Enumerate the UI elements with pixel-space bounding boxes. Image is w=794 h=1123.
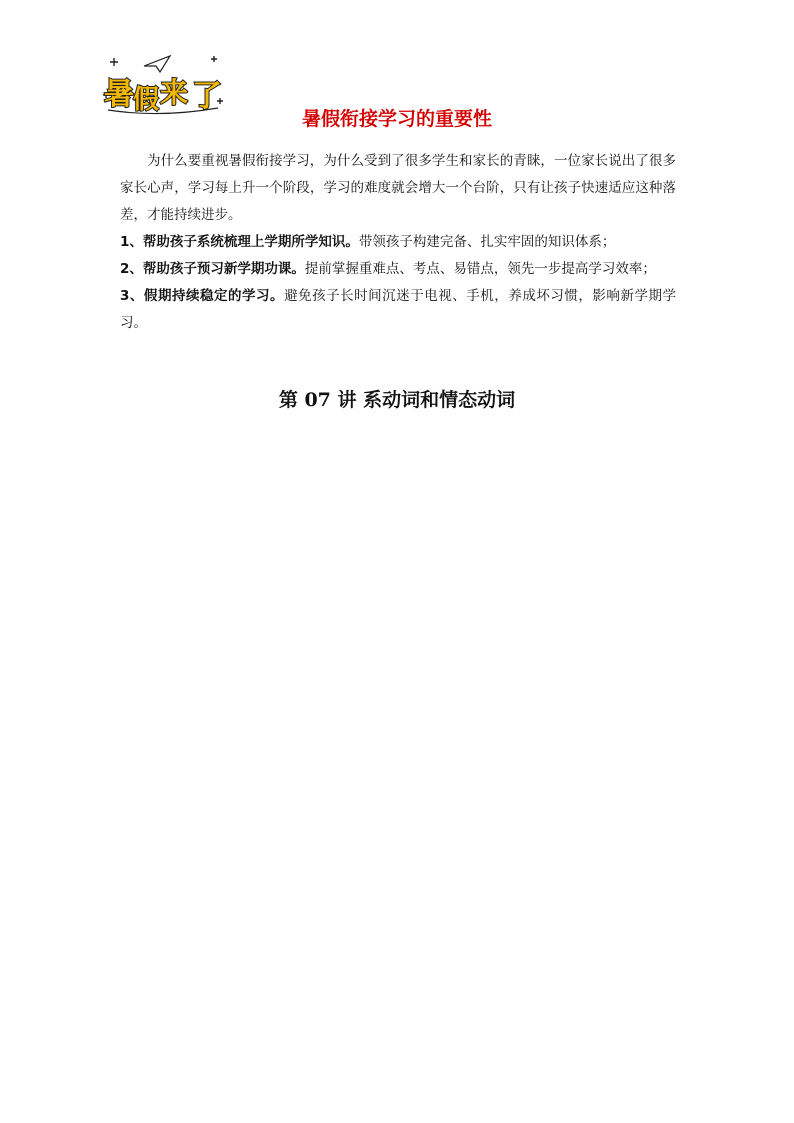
- list-item-heading: 3、假期持续稳定的学习。: [120, 288, 285, 304]
- svg-text:来: 来: [160, 76, 189, 109]
- svg-text:了: 了: [192, 79, 222, 114]
- list-item: [120, 256, 676, 283]
- lecture-title: 第 07 讲 系动词和情态动词: [278, 389, 516, 411]
- list-item-heading: 1、帮助孩子系统梳理上学期所学知识。: [120, 234, 359, 250]
- body-text: [120, 148, 676, 337]
- svg-text:暑: 暑: [104, 77, 134, 112]
- list-item-heading: 2、帮助孩子预习新学期功课。: [120, 261, 305, 277]
- intro-paragraph: 为什么要重视暑假衔接学习，为什么受到了很多学生和家长的青睐，一位家长说出了很多家长心声，学习每上升一个阶段，学习的难度就会增大一个台阶，只有让孩子快速适应这种落差，才能持续进步。: [120, 153, 676, 223]
- list-item-text: 避免孩子长时间沉迷于电视、手机，养成坏习惯，影响新学期学习。: [120, 288, 676, 331]
- document-title: 暑假衔接学习的重要性: [301, 108, 492, 130]
- list-item: [120, 283, 676, 337]
- list-item-text: 带领孩子构建完备、扎实牢固的知识体系；: [358, 234, 616, 250]
- svg-text:假: 假: [133, 85, 160, 115]
- list-item-text: 提前掌握重难点、考点、易错点，领先一步提高学习效率；: [304, 261, 656, 277]
- list-item: [120, 229, 676, 256]
